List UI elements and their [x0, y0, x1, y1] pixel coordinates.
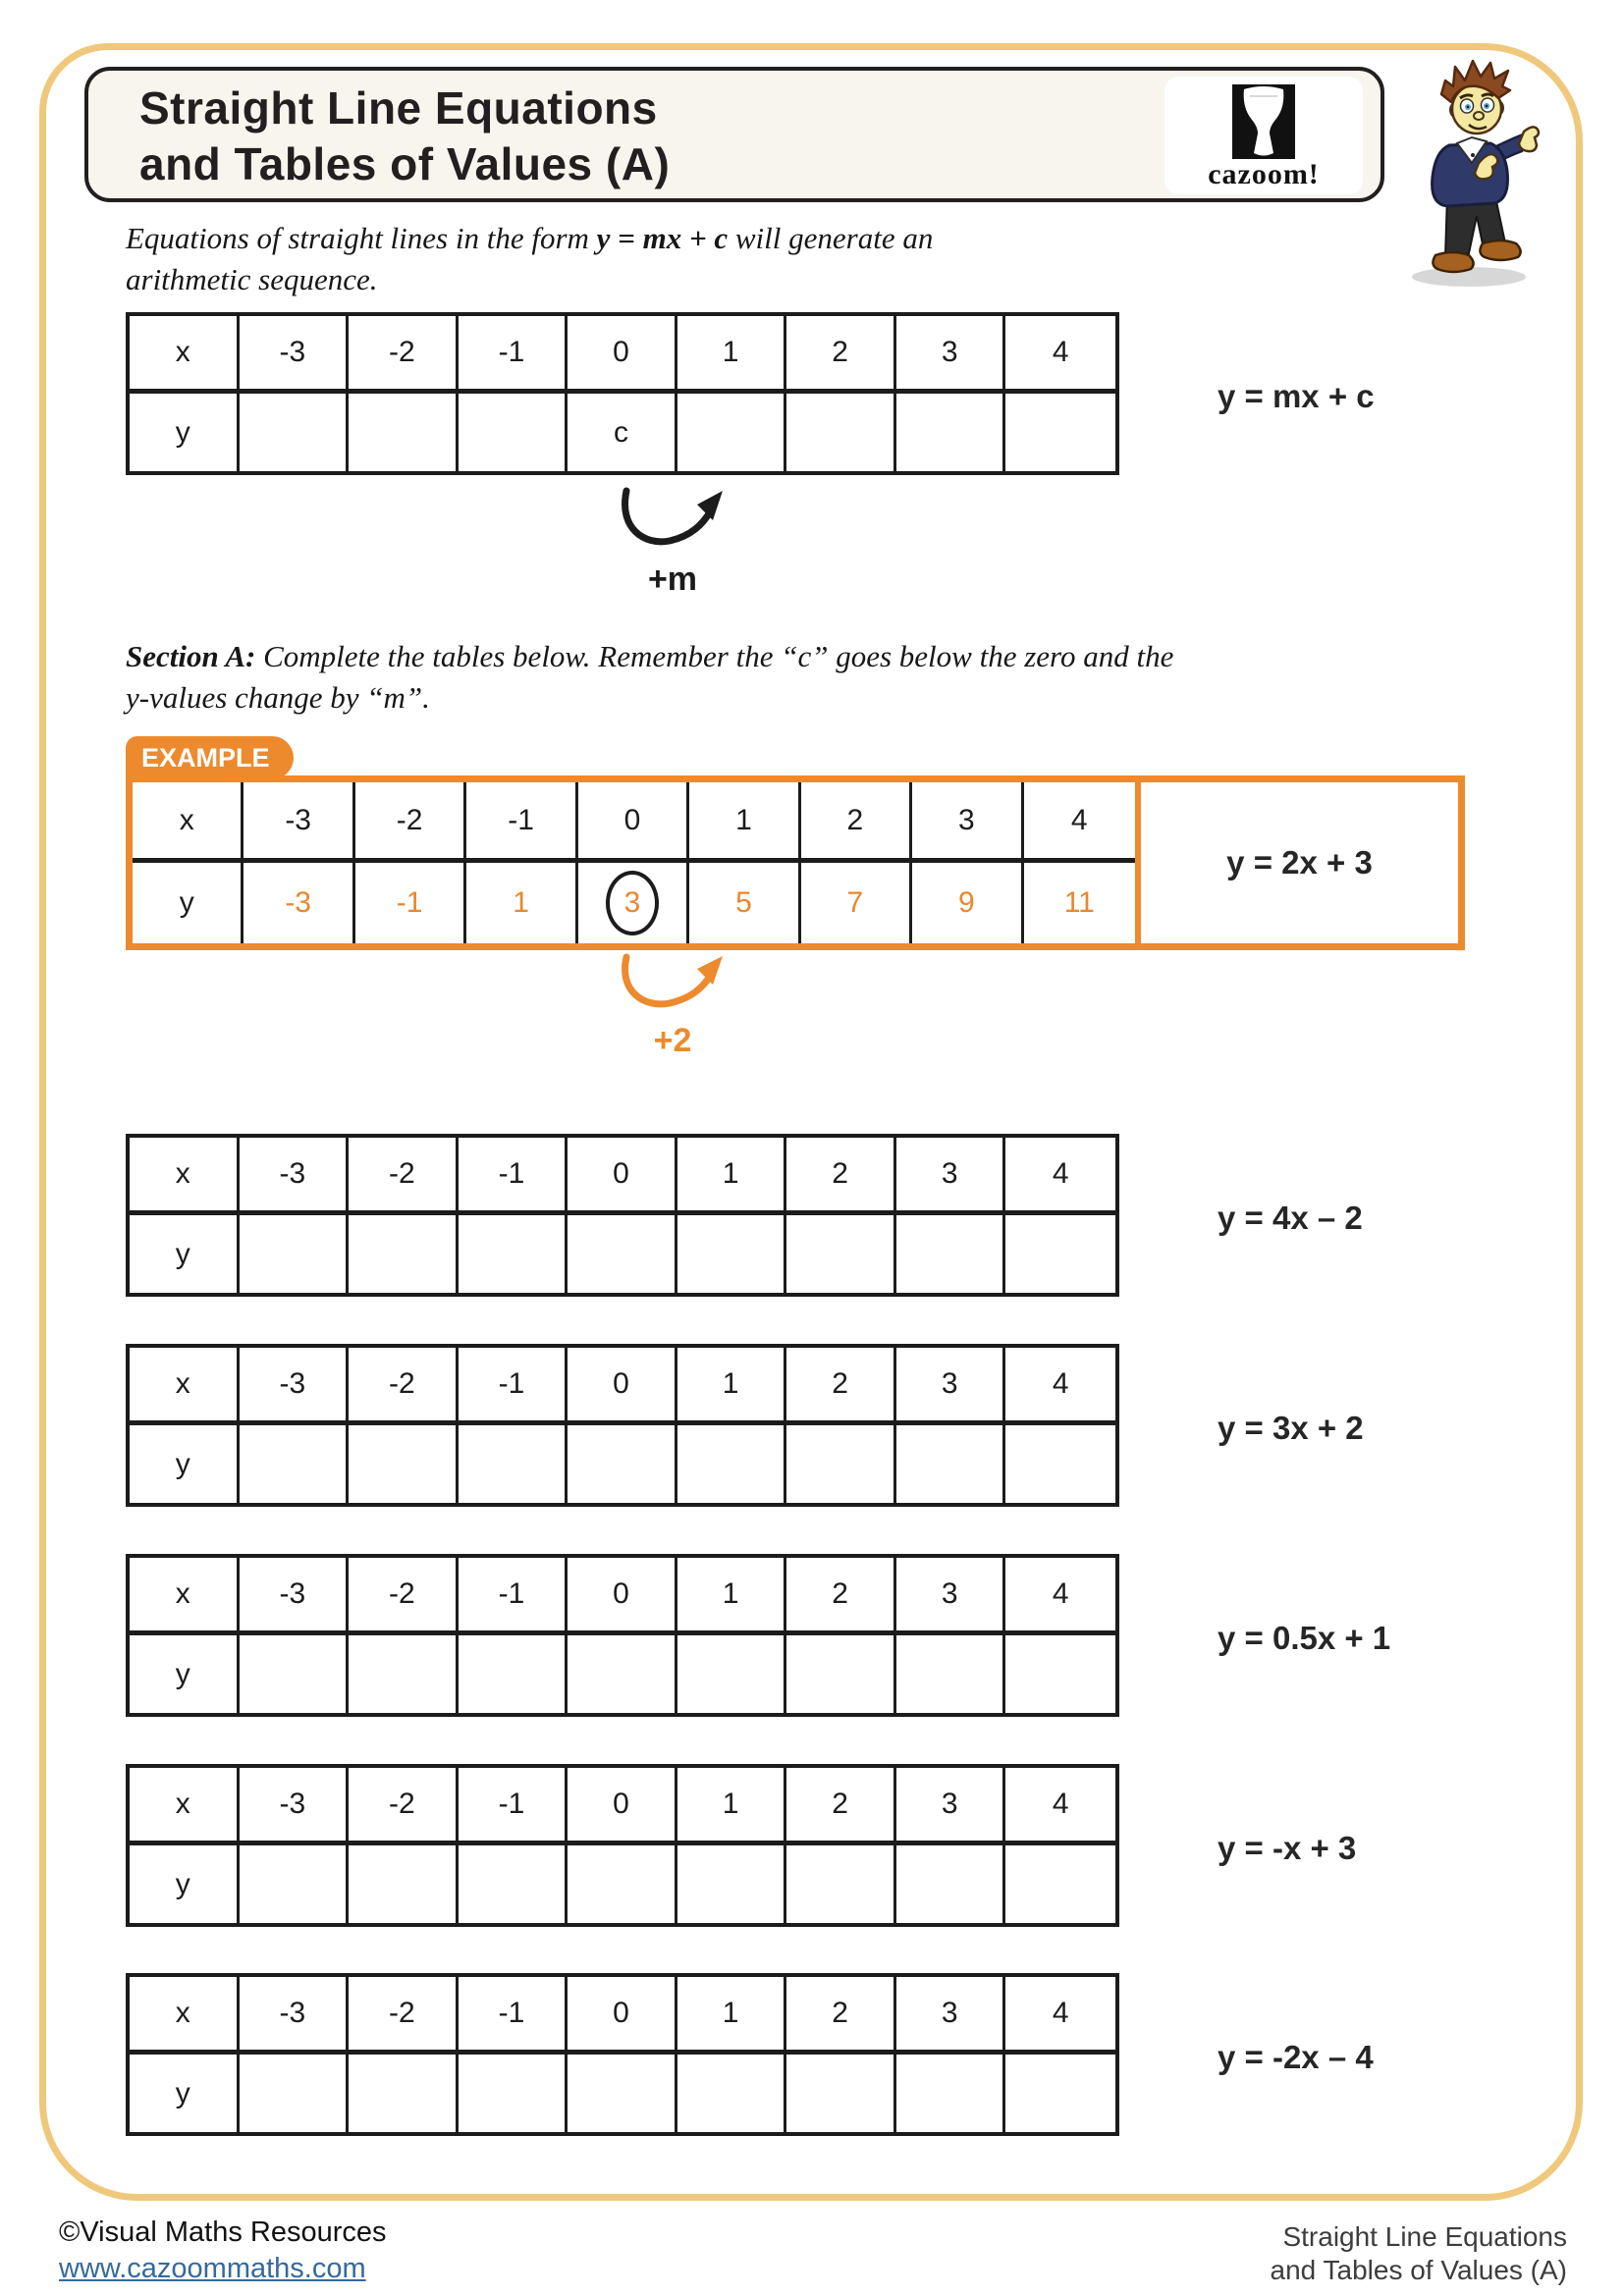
- y-answer-cell: [1005, 2055, 1115, 2132]
- plus-m-arrow-icon: [615, 485, 731, 554]
- y-answer-cell: [568, 1425, 677, 1503]
- x-value-cell: 2: [786, 1977, 896, 2055]
- plus-m-label: +m: [647, 561, 698, 598]
- x-value-cell: 0: [568, 1348, 677, 1425]
- x-value-cell: 4: [1005, 1348, 1115, 1425]
- y-answer-cell: [786, 1215, 896, 1293]
- x-header-cell: x: [130, 316, 240, 394]
- y-value-cell: 9: [912, 863, 1023, 943]
- x-value-cell: 1: [677, 1348, 787, 1425]
- plus-2-arrow: [615, 952, 731, 1060]
- y-answer-cell: [896, 394, 1006, 471]
- x-value-cell: 4: [1005, 316, 1115, 394]
- practice-table-3: [126, 1554, 1119, 1717]
- x-value-cell: 1: [677, 1977, 787, 2055]
- y-answer-cell: [240, 394, 350, 471]
- x-value-cell: -1: [459, 316, 568, 394]
- x-value-cell: 3: [896, 1768, 1006, 1845]
- y-header-cell: y: [130, 1635, 240, 1713]
- practice-table-5: [126, 1973, 1119, 2136]
- x-value-cell: 2: [786, 1768, 896, 1845]
- intro-table: [126, 312, 1119, 475]
- x-value-cell: -3: [240, 1768, 350, 1845]
- y-value-cell: -3: [244, 863, 354, 943]
- x-header-cell: x: [130, 1138, 240, 1215]
- x-value-cell: 1: [677, 316, 787, 394]
- example-y-row: [133, 863, 1135, 943]
- x-value-cell: -2: [349, 1138, 459, 1215]
- table-y-row: [130, 1635, 1115, 1713]
- y-answer-cell: [240, 2055, 350, 2132]
- y-header-cell: y: [130, 1845, 240, 1923]
- y-answer-cell: [677, 1845, 787, 1923]
- logo-wordmark: cazoom!: [1208, 158, 1320, 190]
- table-x-row: [130, 1348, 1115, 1425]
- intro-text-post: will generate an: [728, 221, 934, 255]
- x-value-cell: 0: [568, 1768, 677, 1845]
- example-x-row: [133, 782, 1135, 863]
- y-answer-cell: [459, 394, 568, 471]
- y-value-cell: -1: [355, 863, 466, 943]
- y-answer-cell: [896, 1215, 1006, 1293]
- x-value-cell: -3: [240, 316, 350, 394]
- y-value-cell: 11: [1063, 886, 1095, 919]
- x-value-cell: 2: [786, 316, 896, 394]
- x-value-cell: -2: [355, 782, 466, 863]
- y-answer-cell: [459, 2055, 568, 2132]
- y-answer-cell: [568, 2055, 677, 2132]
- y-answer-cell: [349, 1635, 459, 1713]
- y-answer-cell: [677, 2055, 787, 2132]
- x-value-cell: 3: [912, 782, 1023, 863]
- plus-2-label: +2: [653, 1022, 692, 1059]
- example-equation-label: y = 2x + 3: [1135, 782, 1458, 943]
- x-header-cell: x: [133, 782, 244, 863]
- footer-worksheet-title: [1271, 2220, 1567, 2287]
- footer-credits: [59, 2215, 387, 2287]
- x-value-cell: 1: [677, 1138, 787, 1215]
- y-value-cell: [578, 863, 689, 943]
- x-value-cell: 0: [568, 1138, 677, 1215]
- intro-text-pre: Equations of straight lines in the form: [126, 221, 597, 255]
- intro-math: y = mx + c: [596, 221, 729, 255]
- y-answer-cell: [1005, 394, 1115, 471]
- x-value-cell: -1: [466, 782, 577, 863]
- y-answer-cell: [896, 2055, 1006, 2132]
- y-answer-cell: [677, 1635, 787, 1713]
- y-answer-cell: [1005, 1845, 1115, 1923]
- x-value-cell: 2: [801, 782, 912, 863]
- x-value-cell: -2: [349, 1977, 459, 2055]
- x-value-cell: -1: [459, 1977, 568, 2055]
- practice-table-2: [126, 1344, 1119, 1507]
- x-value-cell: -1: [459, 1558, 568, 1635]
- y-answer-cell: [1005, 1215, 1115, 1293]
- x-value-cell: -2: [349, 1348, 459, 1425]
- footer-link[interactable]: www.cazoommaths.com: [59, 2253, 366, 2284]
- table-y-row: [130, 1215, 1115, 1293]
- footer-title-line2: and Tables of Values (A): [1270, 2255, 1567, 2285]
- x-value-cell: -1: [459, 1768, 568, 1845]
- y-answer-cell: [459, 1845, 568, 1923]
- equation-label-1: y = 4x – 2: [1218, 1199, 1363, 1236]
- x-value-cell: -1: [459, 1348, 568, 1425]
- x-value-cell: 1: [677, 1768, 787, 1845]
- y-answer-cell: [240, 1215, 350, 1293]
- circled-y-value: 3: [606, 871, 659, 935]
- plus-2-arrow-icon: [615, 952, 731, 1015]
- y-header-cell: y: [130, 394, 240, 471]
- y-answer-cell: [677, 1215, 787, 1293]
- equation-label-2: y = 3x + 2: [1218, 1409, 1364, 1446]
- table-x-row: [130, 1138, 1115, 1215]
- table-x-row: [130, 1558, 1115, 1635]
- equation-label-3: y = 0.5x + 1: [1218, 1619, 1391, 1656]
- example-table: [133, 782, 1135, 943]
- practice-table-4: [126, 1764, 1119, 1927]
- y-answer-cell: [459, 1635, 568, 1713]
- x-value-cell: 4: [1005, 1768, 1115, 1845]
- x-value-cell: 3: [896, 1348, 1006, 1425]
- x-value-cell: -3: [240, 1977, 350, 2055]
- intro-table-y-row: [130, 394, 1115, 471]
- table-x-row: [130, 1977, 1115, 2055]
- y-header-cell: y: [130, 1425, 240, 1503]
- x-value-cell: 4: [1005, 1558, 1115, 1635]
- cazoom-logo: [1164, 77, 1363, 194]
- example-block: [126, 775, 1465, 950]
- y-answer-cell: [349, 394, 459, 471]
- page-title-line2: and Tables of Values (A): [139, 138, 671, 189]
- y-value-cell: 7: [801, 863, 912, 943]
- footer-copyright: ©Visual Maths Resources: [59, 2216, 387, 2248]
- y-answer-cell: [349, 1215, 459, 1293]
- section-a-instructions: [126, 636, 1441, 719]
- y-answer-cell: [568, 1845, 677, 1923]
- x-value-cell: -2: [349, 316, 459, 394]
- title-box: [84, 67, 1384, 202]
- y-answer-cell: [349, 2055, 459, 2132]
- x-header-cell: x: [130, 1768, 240, 1845]
- y-answer-cell: [568, 1215, 677, 1293]
- x-value-cell: 1: [689, 782, 800, 863]
- x-header-cell: x: [130, 1558, 240, 1635]
- y-answer-cell: [240, 1845, 350, 1923]
- logo-drum-icon: [1232, 84, 1295, 159]
- table-y-row: [130, 2055, 1115, 2132]
- table-x-row: [130, 1768, 1115, 1845]
- x-value-cell: 2: [786, 1138, 896, 1215]
- x-value-cell: 3: [896, 316, 1006, 394]
- x-value-cell: -2: [349, 1768, 459, 1845]
- y-answer-cell: [896, 1635, 1006, 1713]
- y-answer-cell: [786, 1845, 896, 1923]
- equation-label-mxc: y = mx + c: [1218, 377, 1375, 414]
- y-answer-cell: [786, 1635, 896, 1713]
- x-value-cell: -2: [349, 1558, 459, 1635]
- y-header-cell: y: [130, 1215, 240, 1293]
- y-answer-cell: [1005, 1425, 1115, 1503]
- x-value-cell: 4: [1005, 1977, 1115, 2055]
- y-answer-cell: [1005, 1635, 1115, 1713]
- x-value-cell: -3: [244, 782, 354, 863]
- mascot-illustration: [1392, 55, 1551, 289]
- page-title: [139, 80, 670, 192]
- x-value-cell: 3: [896, 1558, 1006, 1635]
- equation-label-5: y = -2x – 4: [1218, 2038, 1374, 2075]
- table-y-row: [130, 1845, 1115, 1923]
- equation-label-4: y = -x + 3: [1218, 1829, 1357, 1866]
- page-title-line1: Straight Line Equations: [139, 82, 658, 133]
- x-header-cell: x: [130, 1977, 240, 2055]
- y-answer-cell: [568, 1635, 677, 1713]
- y-answer-cell: [896, 1425, 1006, 1503]
- x-value-cell: -3: [240, 1348, 350, 1425]
- x-value-cell: 0: [578, 782, 689, 863]
- x-value-cell: -1: [459, 1138, 568, 1215]
- x-value-cell: -3: [240, 1558, 350, 1635]
- y-answer-cell: [349, 1425, 459, 1503]
- y-answer-cell: [240, 1635, 350, 1713]
- y-answer-cell: [240, 1425, 350, 1503]
- footer-title-line1: Straight Line Equations: [1282, 2221, 1567, 2252]
- plus-m-arrow: [615, 485, 731, 599]
- y-c-cell: c: [568, 394, 677, 471]
- x-header-cell: x: [130, 1348, 240, 1425]
- y-header-cell: y: [130, 2055, 240, 2132]
- y-header-cell: y: [133, 863, 244, 943]
- x-value-cell: 0: [568, 1558, 677, 1635]
- y-answer-cell: [349, 1845, 459, 1923]
- section-a-text-line2: y-values change by “m”.: [126, 680, 430, 715]
- x-value-cell: 1: [677, 1558, 787, 1635]
- x-value-cell: 3: [896, 1977, 1006, 2055]
- section-a-heading: Section A:: [126, 639, 256, 673]
- y-value-cell: 5: [689, 863, 800, 943]
- table-y-row: [130, 1425, 1115, 1503]
- intro-paragraph: [126, 218, 1225, 300]
- practice-table-1: [126, 1134, 1119, 1297]
- y-answer-cell: [459, 1215, 568, 1293]
- x-value-cell: 4: [1005, 1138, 1115, 1215]
- y-answer-cell: [786, 394, 896, 471]
- example-badge: EXAMPLE: [126, 736, 294, 779]
- y-answer-cell: [677, 1425, 787, 1503]
- intro-table-x-row: [130, 316, 1115, 394]
- x-value-cell: 2: [786, 1558, 896, 1635]
- intro-text-line2: arithmetic sequence.: [126, 262, 378, 296]
- y-answer-cell: [896, 1845, 1006, 1923]
- x-value-cell: 3: [896, 1138, 1006, 1215]
- x-value-cell: 2: [786, 1348, 896, 1425]
- section-a-text: Complete the tables below. Remember the “c” goes below the zero and the: [255, 639, 1174, 673]
- y-answer-cell: [786, 1425, 896, 1503]
- y-answer-cell: [677, 394, 787, 471]
- x-value-cell: 4: [1024, 782, 1135, 863]
- y-answer-cell: [786, 2055, 896, 2132]
- y-value-cell: 1: [466, 863, 577, 943]
- x-value-cell: 0: [568, 316, 677, 394]
- y-answer-cell: [459, 1425, 568, 1503]
- x-value-cell: 0: [568, 1977, 677, 2055]
- x-value-cell: -3: [240, 1138, 350, 1215]
